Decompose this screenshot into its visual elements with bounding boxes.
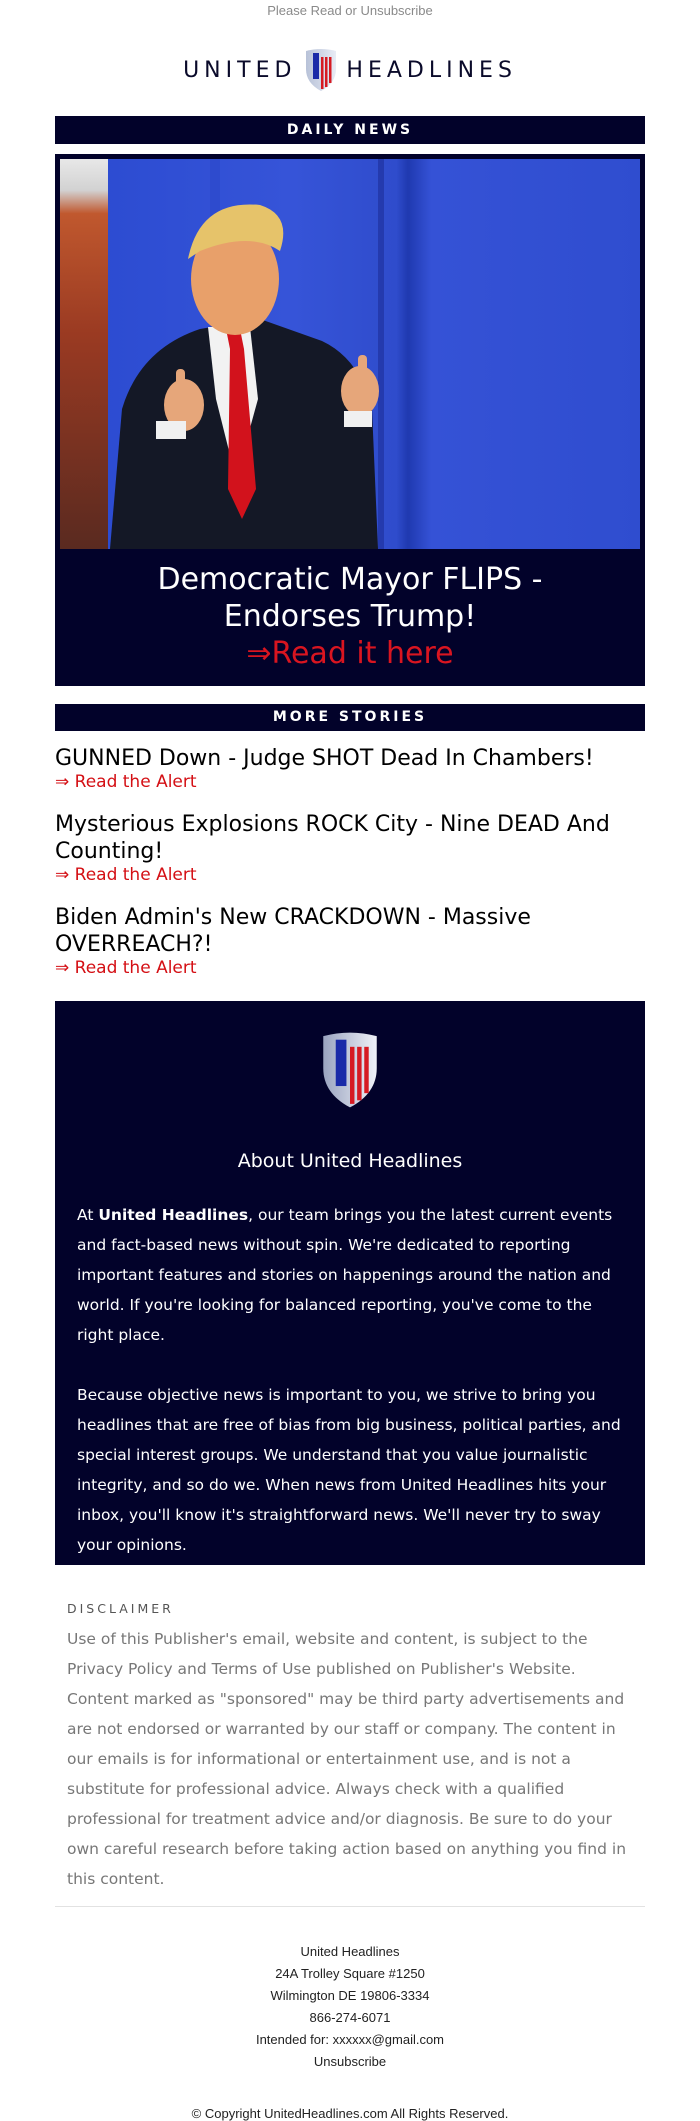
disclaimer-heading: DISCLAIMER (67, 1601, 174, 1616)
divider (55, 1906, 645, 1907)
logo-word-united: UNITED (183, 57, 297, 83)
about-paragraph (77, 1200, 623, 1350)
story-read-link[interactable]: ⇒ Read the Alert (55, 772, 197, 792)
footer-company: United Headlines (300, 1944, 400, 1959)
more-stories-band: MORE STORIES (55, 704, 645, 731)
disclaimer (55, 1565, 645, 1894)
footer-phone: 866-274-6071 (309, 2010, 391, 2025)
footer (0, 1941, 700, 2073)
footer-address-line2: Wilmington DE 19806-3334 (270, 1988, 430, 2003)
copyright: © Copyright UnitedHeadlines.com All Rights Reserved. (191, 2106, 509, 2121)
logo-word-headlines: HEADLINES (346, 57, 517, 83)
footer-intended-for: Intended for: xxxxxx@gmail.com (255, 2032, 445, 2047)
story-item (55, 904, 645, 979)
story-item (55, 745, 645, 793)
footer-address-line1: 24A Trolley Square #1250 (275, 1966, 425, 1981)
story-headline[interactable]: Biden Admin's New CRACKDOWN - Massive OVERREACH?! (55, 905, 531, 957)
shield-logo-icon (304, 47, 338, 93)
story-read-link[interactable]: ⇒ Read the Alert (55, 865, 197, 885)
story-headline[interactable]: Mysterious Explosions ROCK City - Nine DEAD And Counting! (55, 812, 610, 864)
daily-news-band: DAILY NEWS (55, 116, 645, 144)
hero-headline[interactable]: Democratic Mayor FLIPS - Endorses Trump! (157, 562, 543, 634)
hero-read-link[interactable]: ⇒Read it here (246, 636, 454, 671)
hero-figure-image (60, 159, 640, 549)
story-item (55, 811, 645, 886)
about-title: About United Headlines (237, 1150, 463, 1172)
about-p1-prefix: At (77, 1206, 99, 1224)
hero-story[interactable] (55, 154, 645, 686)
unsubscribe-link[interactable]: Unsubscribe (313, 2054, 387, 2069)
about-logo (55, 1001, 645, 1116)
about-paragraph: Because objective news is important to you, we strive to bring you headlines that are free of bias from big business, political parties, and special interest groups. We understand that you value journalistic integrity, and so do we. When news from United Headlines hits your inbox, you'll know it's straightforward news. We'll never try to sway your opinions. (77, 1386, 621, 1554)
hero-caption (60, 549, 640, 673)
read-or-unsubscribe-link[interactable]: Please Read or Unsubscribe (267, 3, 433, 18)
about-section (55, 1001, 645, 1565)
preheader (0, 0, 700, 22)
about-p1-text: , our team brings you the latest current events and fact-based news without spin. We're dedicated to reporting important features and stories on happenings around the nation and world. If you're looking for balanced reporting, you've come to the right place. (77, 1206, 613, 1344)
about-brand-name: United Headlines (98, 1206, 249, 1224)
shield-logo-icon (319, 1029, 381, 1111)
story-headline[interactable]: GUNNED Down - Judge SHOT Dead In Chambers! (55, 746, 594, 771)
disclaimer-body: Use of this Publisher's email, website and content, is subject to the Privacy Policy and Terms of Use published on Publisher's Website. Content marked as "sponsored" may be third party advertisements and are not endorsed or warranted by our staff or company. The content in our emails is for informational or entertainment use, and is not a substitute for professional advice. Always check with a qualified professional for treatment advice and/or diagnosis. Be sure to do your own careful research before taking action based on anything you find in this content. (67, 1630, 627, 1888)
hero-photo[interactable] (60, 159, 640, 549)
about-body (55, 1200, 645, 1560)
story-read-link[interactable]: ⇒ Read the Alert (55, 958, 197, 978)
brand-logo[interactable] (0, 40, 700, 100)
